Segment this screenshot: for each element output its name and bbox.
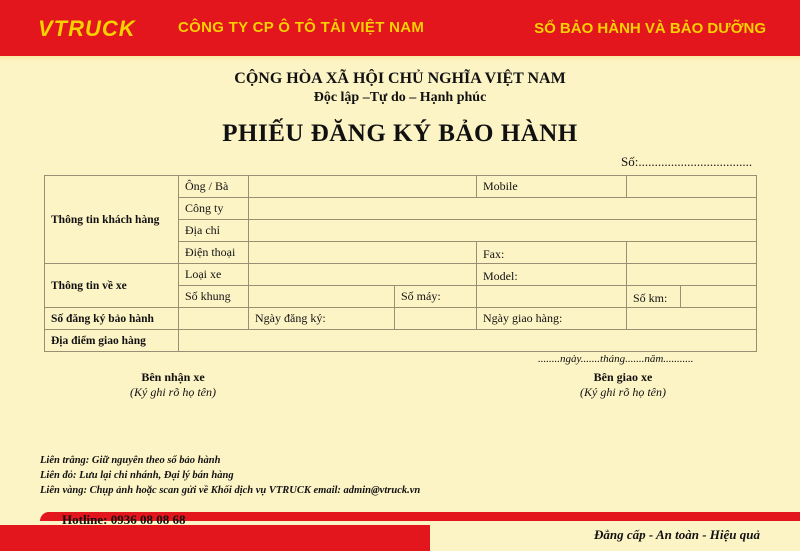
dien-thoai-field[interactable] — [249, 242, 477, 264]
dia-chi-field[interactable] — [249, 220, 757, 242]
company-name: CÔNG TY CP Ô TÔ TẢI VIỆT NAM — [178, 19, 425, 36]
note-white-copy: Liên trắng: Giữ nguyên theo sổ bảo hành — [40, 455, 221, 466]
so-khung-label: Số khung — [179, 286, 249, 308]
delivery-group-label: Địa điểm giao hàng — [45, 330, 179, 352]
ngay-giao-hang-field[interactable] — [627, 308, 757, 330]
receiver-signature — [108, 370, 238, 400]
ngay-giao-hang-label: Ngày giao hàng: — [477, 308, 627, 330]
mobile-label: Mobile — [477, 176, 627, 198]
giver-title: Bên giao xe — [593, 370, 653, 384]
fax-label: Fax: — [477, 242, 627, 264]
loai-xe-field[interactable] — [249, 264, 477, 286]
ngay-dang-ky-label: Ngày đăng ký: — [249, 308, 395, 330]
giver-signature — [558, 370, 688, 400]
registration-table — [44, 175, 757, 352]
mobile-field[interactable] — [627, 176, 757, 198]
date-line: ........ngày.......tháng.......năm........... — [538, 353, 694, 365]
customer-group-label: Thông tin khách hàng — [45, 176, 179, 264]
vtruck-logo: VTRUCK — [38, 16, 136, 41]
ong-ba-field[interactable] — [249, 176, 477, 198]
slogan: Đẳng cấp - An toàn - Hiệu quả — [593, 527, 760, 542]
delivery-field[interactable] — [179, 330, 757, 352]
ngay-dang-ky-field[interactable] — [395, 308, 477, 330]
warranty-number-field[interactable] — [179, 308, 249, 330]
model-label: Model: — [477, 264, 627, 286]
table-row — [45, 176, 757, 198]
cong-ty-field[interactable] — [249, 198, 757, 220]
receiver-title: Bên nhận xe — [141, 370, 205, 384]
dien-thoai-label: Điện thoại — [179, 242, 249, 264]
copy-notes — [40, 453, 420, 498]
book-title: SỔ BẢO HÀNH VÀ BẢO DƯỠNG — [534, 20, 766, 37]
so-may-label: Số máy: — [395, 286, 477, 308]
giver-sub: (Ký ghi rõ họ tên) — [580, 385, 666, 399]
so-km-field[interactable] — [681, 286, 757, 308]
receiver-sub: (Ký ghi rõ họ tên) — [130, 385, 216, 399]
ong-ba-label: Ông / Bà — [179, 176, 249, 198]
note-yellow-copy: Liên vàng: Chụp ảnh hoặc scan gửi về Khối dịch vụ VTRUCK email: admin@vtruck.vn — [40, 485, 421, 496]
vehicle-group-label: Thông tin về xe — [45, 264, 179, 308]
cong-ty-label: Công ty — [179, 198, 249, 220]
table-row — [45, 308, 757, 330]
dia-chi-label: Địa chỉ — [179, 220, 249, 242]
warranty-group-label: Số đăng ký bảo hành — [45, 308, 179, 330]
fax-field[interactable] — [627, 242, 757, 264]
footer-red-band — [0, 525, 430, 551]
table-row — [45, 330, 757, 352]
table-row — [45, 264, 757, 286]
national-title: CỘNG HÒA XÃ HỘI CHỦ NGHĨA VIỆT NAM — [234, 70, 566, 87]
so-may-field[interactable] — [477, 286, 627, 308]
hotline[interactable]: Hotline: 0936 08 08 68 — [62, 512, 186, 527]
note-red-copy: Liên đỏ: Lưu lại chi nhánh, Đại lý bán hàng — [40, 470, 234, 481]
model-field[interactable] — [627, 264, 757, 286]
national-motto: Độc lập –Tự do – Hạnh phúc — [313, 90, 487, 105]
so-khung-field[interactable] — [249, 286, 395, 308]
form-number[interactable]: Số:................................... — [621, 154, 753, 169]
form-title: PHIẾU ĐĂNG KÝ BẢO HÀNH — [222, 120, 578, 147]
so-km-label: Số km: — [627, 286, 681, 308]
loai-xe-label: Loại xe — [179, 264, 249, 286]
